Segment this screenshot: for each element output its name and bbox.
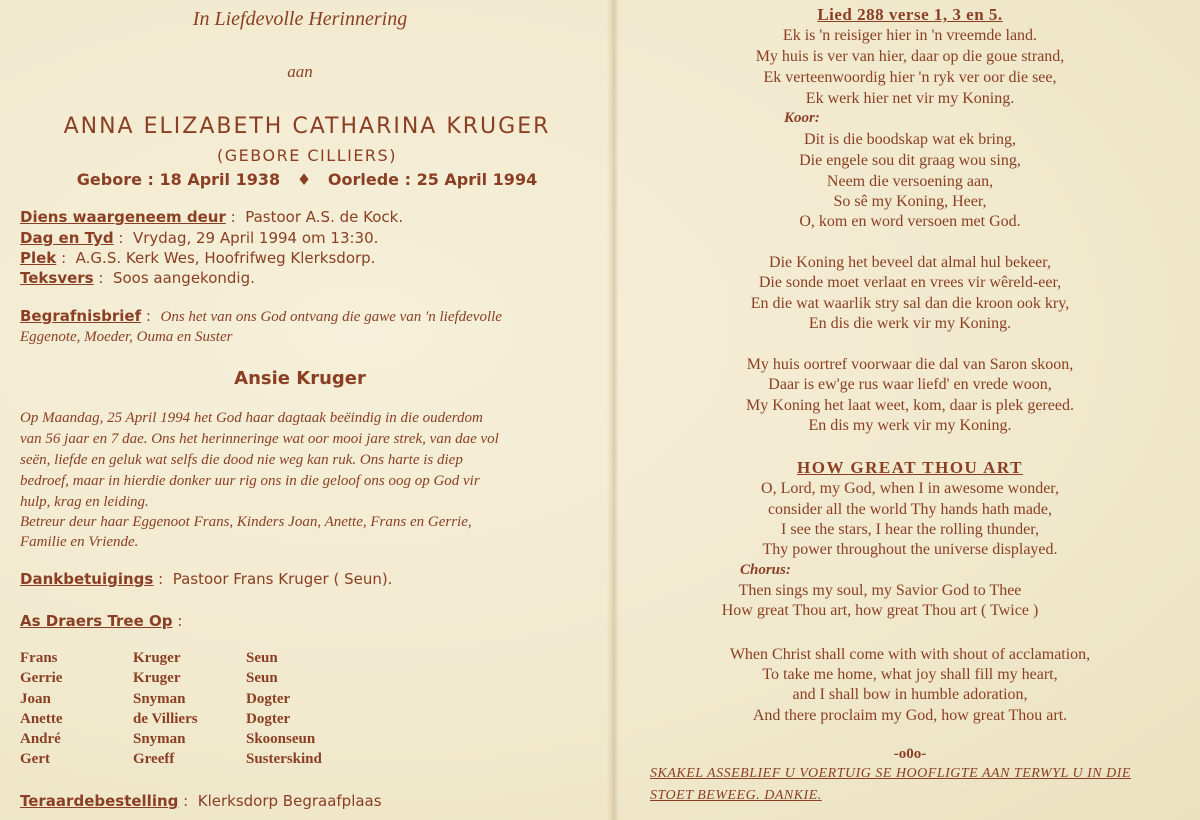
bearer-surname: Snyman xyxy=(133,731,186,748)
koor-line: Die engele sou dit graag wou sing, xyxy=(799,152,1021,169)
dedication-heading: In Liefdevolle Herinnering xyxy=(192,8,408,30)
verse-line: En die wat waarlik stry sal dan die kroon ook kry, xyxy=(750,295,1070,312)
verse-line: O, Lord, my God, when I in awesome wonder, xyxy=(761,480,1059,497)
service-row: Teksvers : Soos aangekondig. xyxy=(20,269,255,287)
bearer-row xyxy=(20,670,420,690)
thanks-label: Dankbetuigings xyxy=(20,570,154,588)
eulogy-line: hulp, krag en leiding. xyxy=(20,494,149,510)
chorus-line: Then sings my soul, my Savior God to Thee xyxy=(738,582,1022,599)
verse-line: My huis is ver van hier, daar op die goue strand, xyxy=(755,48,1065,65)
eulogy-line: Familie en Vriende. xyxy=(20,534,139,550)
thanks-row: Dankbetuigings : Pastoor Frans Kruger ( Seun). xyxy=(20,570,393,588)
verse-line: En dis die werk vir my Koning. xyxy=(808,315,1012,332)
bearer-surname: Kruger xyxy=(133,650,181,666)
service-label: Plek xyxy=(20,249,57,267)
bearer-row xyxy=(20,691,420,711)
end-mark: -o0o- xyxy=(893,746,927,762)
obituary-text: Eggenote, Moeder, Ouma en Suster xyxy=(20,329,233,345)
bearer-surname: Snyman xyxy=(133,690,186,707)
bearer-row xyxy=(20,711,420,731)
bearers-label: As Draers Tree Op xyxy=(20,612,173,630)
service-value: Soos aangekondig. xyxy=(112,269,255,287)
obituary-row: Begrafnisbrief : Ons het van ons God ontvang die gawe van 'n liefdevolle xyxy=(20,307,502,325)
bearer-surname: de Villiers xyxy=(133,710,198,727)
hymn2-title: HOW GREAT THOU ART xyxy=(797,458,1023,477)
service-row: Plek : A.G.S. Kerk Wes, Hoofrifweg Klerksdorp. xyxy=(20,249,376,267)
service-label: Diens waargeneem deur xyxy=(20,208,226,226)
hymn1-title: Lied 288 verse 1, 3 en 5. xyxy=(817,5,1003,24)
bearer-row xyxy=(20,751,420,771)
verse-line: To take me home, what joy shall fill my heart, xyxy=(762,666,1058,683)
verse-line: Ek is 'n reisiger hier in 'n vreemde land. xyxy=(782,27,1038,44)
birth-date: Gebore : 18 April 1938 xyxy=(76,170,281,189)
bearer-first-name: Anette xyxy=(20,710,63,727)
service-label: Dag en Tyd xyxy=(20,229,114,247)
verse-line: And there proclaim my God, how great Thou art. xyxy=(752,707,1068,724)
verse-line: consider all the world Thy hands hath made, xyxy=(767,501,1053,518)
eulogy-line: Op Maandag, 25 April 1994 het God haar dagtaak beëindig in die ouderdom xyxy=(20,410,483,426)
bearer-first-name: André xyxy=(20,731,61,748)
bearer-relation: Dogter xyxy=(246,710,291,727)
verse-line: Daar is ew'ge rus waar liefd' en vrede woon, xyxy=(768,376,1052,393)
verse-line: Ek verteenwoordig hier 'n ryk ver oor die see, xyxy=(763,69,1057,86)
verse-line: Ek werk hier net vir my Koning. xyxy=(805,90,1015,107)
service-row: Diens waargeneem deur : Pastoor A.S. de Kock. xyxy=(20,208,404,226)
bearer-relation: Seun xyxy=(246,670,278,687)
bearer-row xyxy=(20,731,420,751)
chorus-line: How great Thou art, how great Thou art ( Twice ) xyxy=(721,602,1039,619)
bearers-list xyxy=(20,650,420,772)
eulogy-line: seën, liefde en geluk wat selfs die dood nie weg kan ruk. Ons harte is diep xyxy=(20,452,463,468)
bearer-surname: Greeff xyxy=(133,751,175,768)
burial-value: Klerksdorp Begraafplaas xyxy=(197,792,382,810)
headlights-notice: STOET BEWEEG. DANKIE. xyxy=(650,788,822,803)
koor-line: O, kom en word versoen met God. xyxy=(799,213,1021,230)
obituary-label: Begrafnisbrief xyxy=(20,307,142,325)
bearer-relation: Susterskind xyxy=(246,751,322,768)
bearers-heading: As Draers Tree Op : xyxy=(20,612,183,630)
service-value: Pastoor A.S. de Kock. xyxy=(245,208,404,226)
deceased-name: ANNA ELIZABETH CATHARINA KRUGER xyxy=(63,114,551,139)
dedication-aan: aan xyxy=(287,62,313,81)
burial-row: Teraardebestelling : Klerksdorp Begraafplaas xyxy=(20,792,382,810)
verse-line: I see the stars, I hear the rolling thunder, xyxy=(781,521,1039,538)
diamond-separator-icon: ♦ xyxy=(296,170,312,189)
chorus-label: Chorus: xyxy=(740,562,791,578)
maiden-name: (GEBORE CILLIERS) xyxy=(217,146,397,165)
nickname-heading: Ansie Kruger xyxy=(234,368,366,389)
bearer-first-name: Frans xyxy=(20,650,58,666)
bearer-relation: Seun xyxy=(246,650,278,666)
death-date: Oorlede : 25 April 1994 xyxy=(327,170,538,189)
obituary-text: Ons het van ons God ontvang die gawe van 'n liefdevolle xyxy=(160,309,502,325)
verse-line: Thy power throughout the universe displayed. xyxy=(762,541,1058,558)
eulogy-line: bedroef, maar in hierdie donker uur rig ons in die geloof ons oog op God vir xyxy=(20,473,480,489)
bearer-row xyxy=(20,650,420,670)
headlights-notice: SKAKEL ASSEBLIEF U VOERTUIG SE HOOFLIGTE AAN TERWYL U IN DIE xyxy=(650,766,1131,781)
service-row: Dag en Tyd : Vrydag, 29 April 1994 om 13:30. xyxy=(20,229,379,247)
bearer-first-name: Gert xyxy=(20,751,50,768)
verse-line: En dis my werk vir my Koning. xyxy=(808,417,1012,434)
service-value: A.G.S. Kerk Wes, Hoofrifweg Klerksdorp. xyxy=(75,249,376,267)
koor-line: So sê my Koning, Heer, xyxy=(833,193,987,210)
bearer-surname: Kruger xyxy=(133,670,181,687)
bearer-first-name: Joan xyxy=(20,690,51,707)
koor-line: Neem die versoening aan, xyxy=(826,173,994,190)
koor-label: Koor: xyxy=(784,110,820,126)
thanks-value: Pastoor Frans Kruger ( Seun). xyxy=(172,570,393,588)
life-dates xyxy=(0,170,614,189)
verse-line: When Christ shall come with with shout of acclamation, xyxy=(729,646,1091,663)
bearer-relation: Dogter xyxy=(246,690,291,707)
verse-line: My Koning het laat weet, kom, daar is plek gereed. xyxy=(746,397,1074,414)
verse-line: Die Koning het beveel dat almal hul bekeer, xyxy=(769,254,1051,271)
verse-line: Die sonde moet verlaat en vrees vir wêreld-eer, xyxy=(758,274,1062,291)
burial-label: Teraardebestelling xyxy=(20,792,179,810)
bearer-relation: Skoonseun xyxy=(246,731,316,748)
verse-line: and I shall bow in humble adoration, xyxy=(792,686,1028,703)
eulogy-line: Betreur deur haar Eggenoot Frans, Kinders Joan, Anette, Frans en Gerrie, xyxy=(20,514,472,530)
service-label: Teksvers xyxy=(20,269,94,287)
eulogy-line: van 56 jaar en 7 dae. Ons het herinneringe wat oor mooi jare strek, van dae vol xyxy=(20,431,499,447)
bearer-first-name: Gerrie xyxy=(20,670,63,687)
koor-line: Dit is die boodskap wat ek bring, xyxy=(804,131,1016,148)
service-value: Vrydag, 29 April 1994 om 13:30. xyxy=(132,229,379,247)
verse-line: My huis oortref voorwaar die dal van Saron skoon, xyxy=(746,356,1074,373)
